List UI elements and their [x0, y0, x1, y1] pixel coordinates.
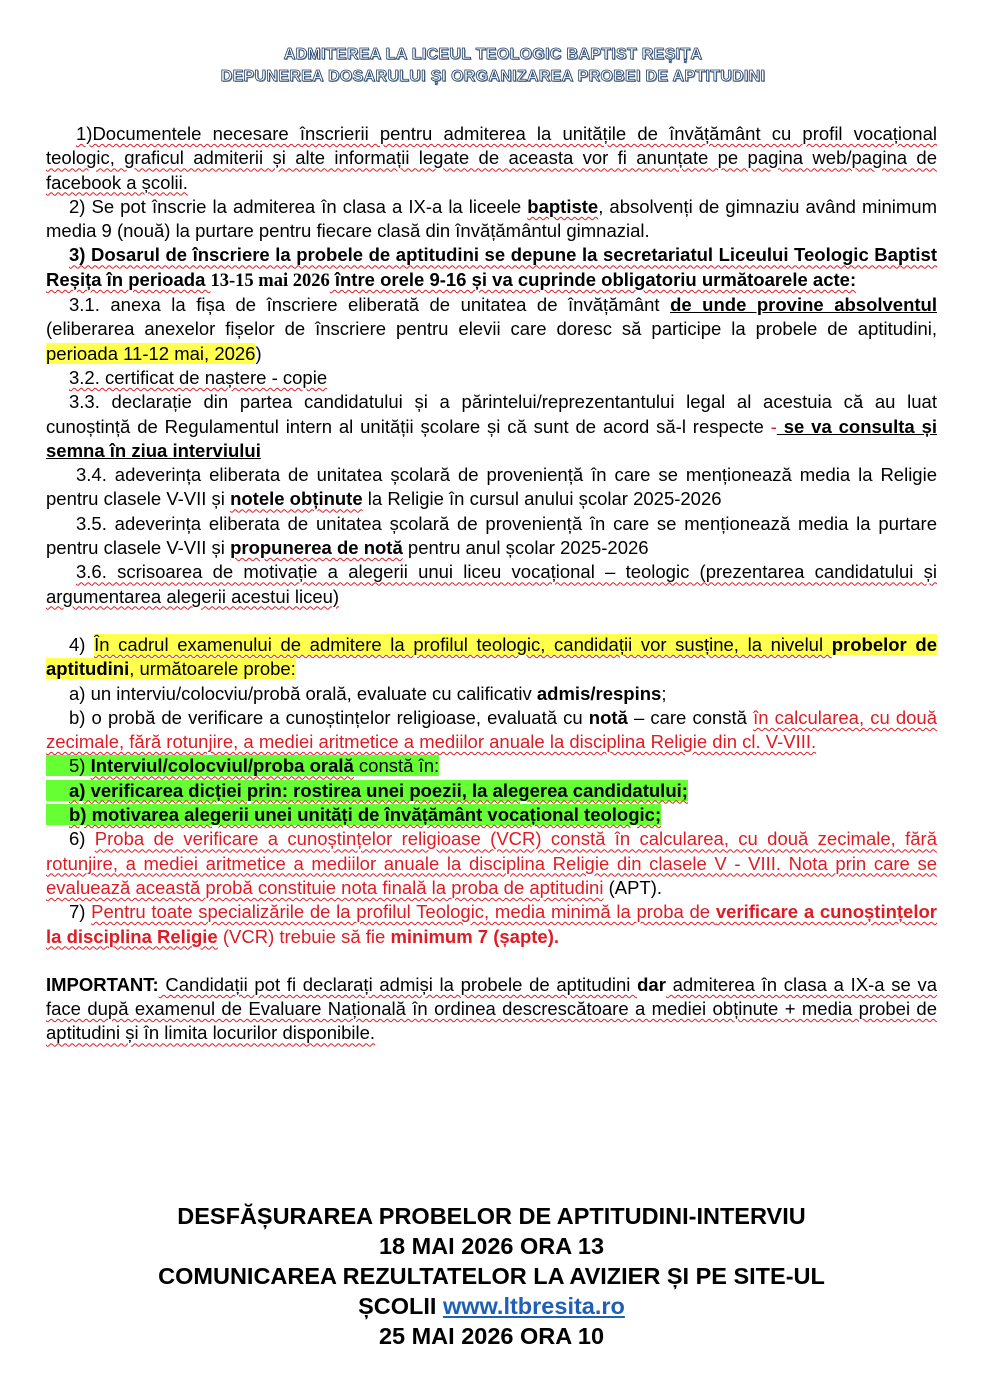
important-label: IMPORTANT:: [46, 973, 159, 995]
paragraph-2: 2) Se pot înscrie la admiterea în clasa a IX-a la liceele baptiste, absolvenți de gimnaziu având minimum media 9 (nouă) la purtare pentru fiecare clasă din învățământul gimnazial.: [46, 195, 937, 242]
footer-line-3: COMUNICAREA REZULTATELOR LA AVIZIER ȘI PE SITE-UL: [158, 1263, 825, 1289]
dosar-dates: 13-15 mai 2026: [210, 270, 330, 291]
footer-line-5: 25 MAI 2026 ORA 10: [378, 1323, 605, 1349]
paragraph-3-6: 3.6. scrisoarea de motivație a alegerii unui liceu vocațional – teologic (prezentarea candidatului și argumentarea alegerii acestui liceu): [46, 561, 937, 607]
spacer: [46, 949, 937, 973]
paragraph-3-2: 3.2. certificat de naștere - copie: [69, 366, 328, 388]
paragraph-1: [46, 122, 937, 195]
paragraph-5-b: b) motivarea alegerii unei unități de învățământ vocațional teologic;: [46, 803, 937, 827]
paragraph-4-a: a) un interviu/colocviu/probă orală, evaluate cu calificativ admis/respins;: [69, 682, 667, 704]
paragraph-3: 3) Dosarul de înscriere la probele de aptitudini se depune la secretariatul Liceului Teologic Baptist Reșița în perioada 13-15 mai 2026 între orele 9-16 și va cuprinde obligatoriu următoarele acte:: [46, 244, 937, 291]
paragraph-3-5: 3.5. adeverința eliberata de unitatea școlară de proveniență în care se menționează media la purtare pentru clasele V-VII și propunerea de notă pentru anul școlar 2025-2026: [46, 512, 937, 559]
title-line-1: ADMITEREA LA LICEUL TEOLOGIC BAPTIST REȘIȚA: [283, 46, 703, 63]
footer-line-1: DESFĂȘURAREA PROBELOR DE APTITUDINI-INTERVIU: [177, 1203, 806, 1229]
paragraph-4-b: b) o probă de verificare a cunoștințelor religioase, evaluată cu notă – care constă în calcularea, cu două zecimale, fără rotunjire, a mediei aritmetice a mediilor anuale la disciplina Religie din cl. V-VIII.: [46, 706, 937, 753]
paragraph-3-3: 3.3. declarație din partea candidatului și a părintelui/reprezentantului legal al acestuia că au luat cunoștință de Regulamentul intern al unității școlare și că sunt de acord să-l respecte - se va consulta și semna în ziua interviului: [46, 391, 937, 461]
document-title: [0, 44, 986, 88]
footer-announcement: [46, 1201, 937, 1351]
school-website-link[interactable]: www.ltbresita.ro: [442, 1293, 625, 1319]
paragraph-3-4: 3.4. adeverința eliberata de unitatea școlară de proveniență în care se menționează media la Religie pentru clasele V-VII și notele obținute la Religie în cursul anului școlar 2025-2026: [46, 464, 937, 510]
spacer: [46, 609, 937, 633]
paragraph-1-text: 1)Documentele necesare înscrierii pentru admiterea la unitățile de învățământ cu profil vocațional teologic, graficul admiterii și alte informații legate de aceasta vor fi anunțate pe pagina web/pagina de facebook a școlii.: [46, 123, 937, 193]
document-body: [46, 122, 937, 1046]
footer-line-4: ȘCOLII www.ltbresita.ro: [358, 1293, 625, 1319]
footer-line-2: 18 MAI 2026 ORA 13: [378, 1233, 605, 1259]
highlight-anexe-period: perioada 11-12 mai, 2026: [46, 342, 256, 364]
important-note: IMPORTANT: Candidații pot fi declarați admiși la probele de aptitudini dar admiterea în clasa a IX-a se va face după examenul de Evaluare Națională în ordinea descrescătoare a mediei obținute + media probei de aptitudini și în limita locurilor disponibile.: [46, 973, 937, 1044]
title-line-2: DEPUNEREA DOSARULUI ȘI ORGANIZAREA PROBEI DE APTITUDINI: [220, 68, 766, 85]
paragraph-7: 7) Pentru toate specializările de la profilul Teologic, media minimă la proba de verificare a cunoștințelor la disciplina Religie (VCR) trebuie să fie minimum 7 (șapte).: [46, 901, 937, 947]
paragraph-6: 6) Proba de verificare a cunoștințelor religioase (VCR) constă în calcularea, cu două zecimale, fără rotunjire, a mediei aritmetice a mediilor anuale la disciplina Religie din clasele V - VIII. Nota prin care se evaluează această probă constituie nota finală la proba de aptitudini (APT).: [46, 828, 938, 898]
paragraph-3-1: 3.1. anexa la fișa de înscriere eliberată de unitatea de învățământ de unde provine absolventul (eliberarea anexelor fișelor de înscriere pentru elevii care doresc să participe la probele de aptitudini, perioada 11-12 mai, 2026): [46, 294, 937, 364]
paragraph-4: 4) În cadrul examenului de admitere la profilul teologic, candidații vor susține, la nivelul probelor de aptitudini, următoarele probe:: [46, 633, 937, 680]
paragraph-5-a: a) verificarea dicției prin: rostirea unei poezii, la alegerea candidatului;: [46, 779, 937, 803]
paragraph-5: 5) Interviul/colocviul/proba orală constă în:: [46, 754, 937, 778]
